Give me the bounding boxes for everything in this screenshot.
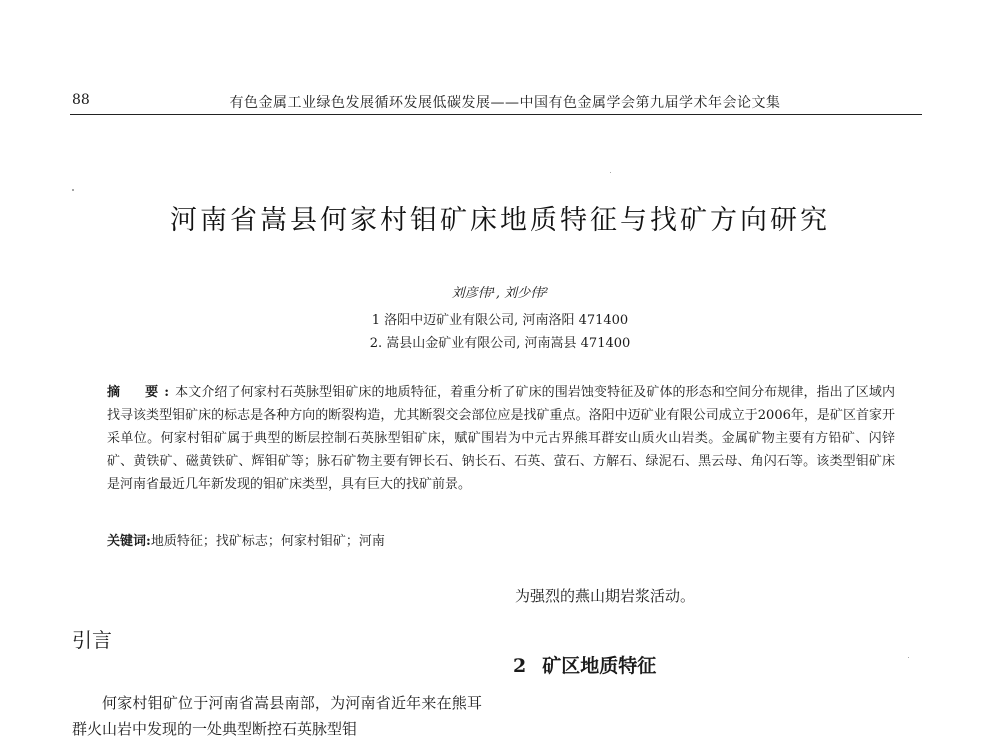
- abstract-label: 摘 要:: [107, 385, 176, 400]
- section-heading-intro: 引言: [72, 628, 112, 652]
- header-rule: [70, 114, 922, 115]
- keywords-label: 关键词:: [107, 534, 151, 549]
- affiliation-1: 1 洛阳中迈矿业有限公司, 河南洛阳 471400: [371, 313, 629, 328]
- scan-speck: [610, 172, 611, 173]
- authors: 刘彦伟¹, 刘少伟²: [451, 286, 549, 301]
- scan-speck: [72, 189, 74, 191]
- page-number: 88: [72, 92, 90, 108]
- intro-paragraph: 何家村钼矿位于河南省嵩县南部，为河南省近年来在熊耳群火山岩中发现的一处典型断控石英脉型钼: [72, 694, 482, 738]
- abstract: [107, 381, 895, 496]
- right-column-continued-text: 为强烈的燕山期岩浆活动。: [515, 587, 696, 605]
- section-2-title: 矿区地质特征: [542, 655, 657, 677]
- abstract-text: 本文介绍了何家村石英脉型钼矿床的地质特征，着重分析了矿床的围岩蚀变特征及矿体的形态和空间分布规律，指出了区域内找寻该类型钼矿床的标志是各种方向的断裂构造，尤其断裂交会部位应是找矿重点。洛阳中迈矿业有限公司成立于2006年，是矿区首家开采单位。何家村钼矿属于典型的断层控制石英脉型钼矿床，赋矿围岩为中元古界熊耳群安山质火山岩类。金属矿物主要有方铅矿、闪锌矿、黄铁矿、磁黄铁矿、辉钼矿等；脉石矿物主要有钾长石、钠长石、石英、萤石、方解石、绿泥石、黑云母、角闪石等。该类型钼矿床是河南省最近几年新发现的钼矿床类型，具有巨大的找矿前景。: [107, 385, 895, 492]
- running-head: 有色金属工业绿色发展循环发展低碳发展——中国有色金属学会第九届学术年会论文集: [229, 95, 781, 111]
- scan-speck: [908, 657, 909, 658]
- affiliation-2: 2. 嵩县山金矿业有限公司, 河南嵩县 471400: [369, 336, 631, 351]
- keywords-text: 地质特征；找矿标志；何家村钼矿；河南: [150, 534, 385, 549]
- paper-title: 河南省嵩县何家村钼矿床地质特征与找矿方向研究: [170, 205, 830, 236]
- keywords: [107, 530, 895, 553]
- section-2-number: 2: [513, 655, 527, 677]
- section-heading-2: [513, 651, 656, 678]
